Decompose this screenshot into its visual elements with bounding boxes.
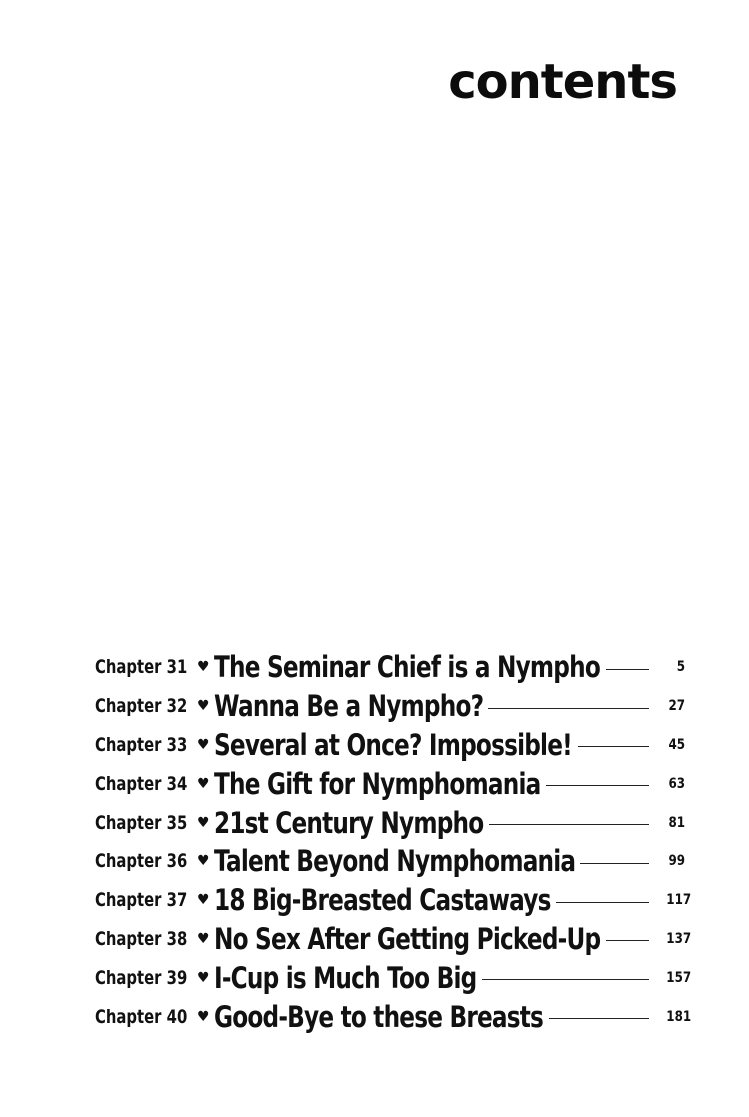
heart-icon: ♥: [197, 775, 210, 792]
leader-line: [578, 746, 649, 747]
heart-icon: ♥: [197, 659, 210, 676]
chapter-number: Chapter 39: [95, 966, 188, 989]
table-of-contents: [95, 648, 692, 1036]
page-number: 81: [668, 814, 685, 831]
chapter-title: The Gift for Nymphomania: [213, 766, 541, 801]
chapter-number: Chapter 33: [95, 733, 188, 756]
toc-row-chapter-32: [95, 687, 685, 726]
toc-row-chapter-38: [95, 920, 692, 959]
leader-line: [606, 669, 649, 670]
chapter-number: Chapter 40: [95, 1005, 188, 1028]
chapter-number: Chapter 31: [95, 656, 188, 679]
leader-line: [488, 708, 649, 709]
heart-icon: ♥: [197, 969, 210, 986]
chapter-title: No Sex After Getting Picked-Up: [213, 921, 600, 956]
leader-line: [549, 1018, 649, 1019]
heart-icon: ♥: [197, 853, 210, 870]
page-number: 117: [666, 892, 692, 909]
page-number: 99: [668, 853, 685, 870]
page-number: 181: [666, 1008, 692, 1025]
toc-row-chapter-37: [95, 881, 692, 920]
leader-line: [482, 979, 649, 980]
heart-icon: ♥: [197, 892, 210, 909]
chapter-title: Talent Beyond Nymphomania: [213, 844, 575, 879]
heart-icon: ♥: [197, 814, 210, 831]
chapter-number: Chapter 34: [95, 772, 188, 795]
leader-line: [556, 902, 649, 903]
chapter-title: Good-Bye to these Breasts: [213, 999, 543, 1034]
chapter-number: Chapter 37: [95, 889, 188, 912]
chapter-number: Chapter 36: [95, 850, 188, 873]
page-number: 5: [676, 659, 685, 676]
toc-row-chapter-40: [95, 997, 692, 1036]
chapter-title: 21st Century Nympho: [213, 805, 483, 840]
page-number: 157: [666, 969, 692, 986]
toc-row-chapter-33: [95, 726, 685, 765]
heart-icon: ♥: [197, 698, 210, 715]
toc-row-chapter-34: [95, 764, 685, 803]
toc-row-chapter-35: [95, 803, 685, 842]
page-number: 63: [668, 775, 685, 792]
leader-line: [580, 863, 649, 864]
leader-line: [546, 785, 649, 786]
leader-line: [489, 824, 649, 825]
heart-icon: ♥: [197, 736, 210, 753]
heart-icon: ♥: [197, 930, 210, 947]
toc-row-chapter-39: [95, 958, 692, 997]
leader-line: [606, 940, 649, 941]
chapter-title: I-Cup is Much Too Big: [213, 960, 476, 995]
page-number: 27: [668, 698, 685, 715]
page-number: 137: [666, 930, 692, 947]
toc-row-chapter-36: [95, 842, 685, 881]
chapter-title: 18 Big-Breasted Castaways: [213, 883, 551, 918]
chapter-title: The Seminar Chief is a Nympho: [213, 650, 600, 685]
chapter-title: Several at Once? Impossible!: [213, 727, 572, 762]
chapter-number: Chapter 35: [95, 811, 188, 834]
chapter-number: Chapter 32: [95, 695, 188, 718]
heart-icon: ♥: [197, 1008, 210, 1025]
toc-row-chapter-31: [95, 648, 685, 687]
page-title: contents: [448, 54, 677, 110]
page-number: 45: [668, 736, 685, 753]
chapter-title: Wanna Be a Nympho?: [213, 689, 483, 724]
chapter-number: Chapter 38: [95, 927, 188, 950]
